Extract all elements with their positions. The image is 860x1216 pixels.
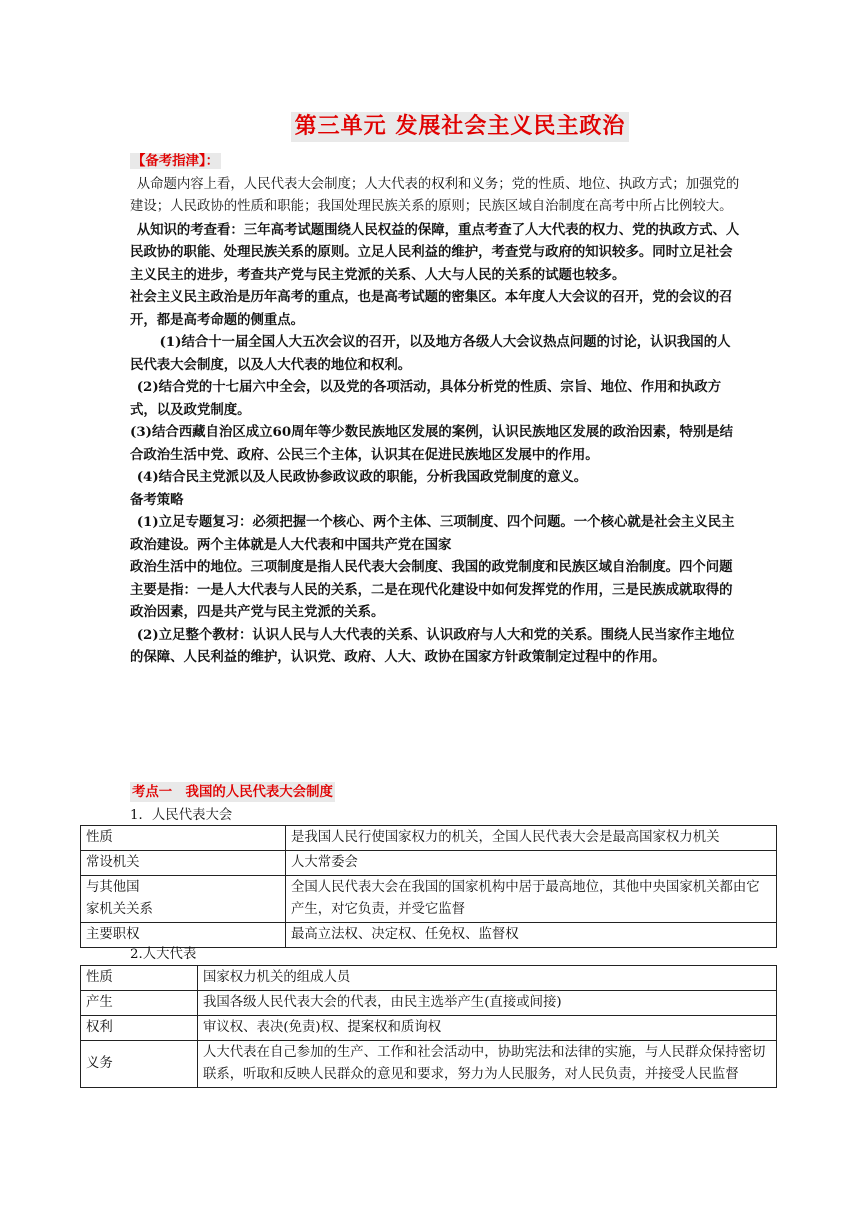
intro-section — [130, 150, 742, 669]
table-row — [81, 991, 777, 1016]
table-row — [81, 826, 777, 851]
paragraph: 政治生活中的地位。三项制度是指人民代表大会制度、我国的政党制度和民族区域自治制度。四个问题主要是指：一是人大代表与人民的关系，二是在现代化建设中如何发挥党的作用，三是民族成就取得的政治因素，四是共产党与民主党派的关系。 — [130, 559, 733, 620]
guide-heading-line — [130, 150, 742, 174]
table-cell: 与其他国 家机关关系 — [81, 876, 286, 923]
paragraph: (2)结合党的十七届六中全会，以及党的各项活动，具体分析党的性质、宗旨、地位、作用和执政方式，以及政党制度。 — [130, 379, 722, 418]
paragraph: 社会主义民主政治是历年高考的重点，也是高考试题的密集区。本年度人大会议的召开，党的会议的召开，都是高考命题的侧重点。 — [130, 289, 733, 328]
deputy-table — [80, 965, 777, 1088]
table-cell: 审议权、表决(免责)权、提案权和质询权 — [198, 1016, 777, 1041]
paragraph: (1)立足专题复习：必须把握一个核心、两个主体、三项制度、四个问题。一个核心就是社会主义民主政治建设。两个主体就是人大代表和中国共产党在国家 — [130, 514, 735, 553]
table-cell: 人大代表在自己参加的生产、工作和社会活动中，协助宪法和法律的实施，与人民群众保持密切联系，听取和反映人民群众的意见和要求，努力为人民服务，对人民负责，并接受人民监督 — [198, 1041, 777, 1088]
table-cell: 我国各级人民代表大会的代表，由民主选举产生(直接或间接) — [198, 991, 777, 1016]
paragraph: (3)结合西藏自治区成立60周年等少数民族地区发展的案例，认识民族地区发展的政治因素，特别是结合政治生活中党、政府、公民三个主体，认识其在促进民族地区发展中的作用。 — [130, 424, 734, 463]
table-cell: 国家权力机关的组成人员 — [198, 966, 777, 991]
section-heading: 考点一 我国的人民代表大会制度 — [132, 784, 333, 800]
table-cell: 是我国人民行使国家权力的机关，全国人民代表大会是最高国家权力机关 — [286, 826, 777, 851]
table-row — [81, 1041, 777, 1088]
table1-caption: 1．人民代表大会 — [130, 808, 233, 823]
table-cell: 性质 — [81, 826, 286, 851]
guide-heading: 【备考指津】： — [132, 153, 220, 169]
table-cell: 人大常委会 — [286, 851, 777, 876]
table-cell: 产生 — [81, 991, 198, 1016]
paragraph: (1)结合十一届全国人大五次会议的召开，以及地方各级人大会议热点问题的讨论，认识我国的人民代表大会制度，以及人大代表的地位和权利。 — [130, 334, 731, 373]
table-row — [81, 966, 777, 991]
table-cell: 最高立法权、决定权、任免权、监督权 — [286, 923, 777, 948]
strategy-heading: 备考策略 — [130, 491, 184, 508]
table-cell: 权利 — [81, 1016, 198, 1041]
table-cell: 义务 — [81, 1041, 198, 1088]
paragraph: (2)立足整个教材：认识人民与人大代表的关系、认识政府与人大和党的关系。围绕人民当家作主地位的保障、人民利益的维护，认识党、政府、人大、政协在国家方针政策制定过程中的作用。 — [130, 626, 735, 665]
table-row — [81, 1016, 777, 1041]
unit-title — [0, 112, 860, 142]
table-cell: 性质 — [81, 966, 198, 991]
unit-title-text: 第三单元 发展社会主义民主政治 — [291, 112, 630, 142]
table-cell: 常设机关 — [81, 851, 286, 876]
table-cell: 主要职权 — [81, 923, 286, 948]
paragraph: (4)结合民主党派以及人民政协参政议政的职能，分析我国政党制度的意义。 — [136, 469, 588, 485]
paragraph: 从知识的考查看：三年高考试题围绕人民权益的保障，重点考查了人大代表的权力、党的执政方式、人民政协的职能、处理民族关系的原则。立足人民利益的维护，考查党与政府的知识较多。同时立足社会主义民主的进步，考查共产党与民主党派的关系、人大与人民的关系的试题也较多。 — [130, 221, 740, 283]
table-row — [81, 923, 777, 948]
npc-table — [80, 825, 777, 948]
table2-caption: 2.人大代表 — [130, 947, 197, 962]
table-cell: 全国人民代表大会在我国的国家机构中居于最高地位，其他中央国家机关都由它产生，对它负责，并受它监督 — [286, 876, 777, 923]
table-row — [81, 851, 777, 876]
table-row — [81, 876, 777, 923]
paragraph: 从命题内容上看，人民代表大会制度；人大代表的权利和义务；党的性质、地位、执政方式；加强党的建设；人民政协的性质和职能；我国处理民族关系的原则；民族区域自治制度在高考中所占比例较大。 — [130, 176, 740, 214]
